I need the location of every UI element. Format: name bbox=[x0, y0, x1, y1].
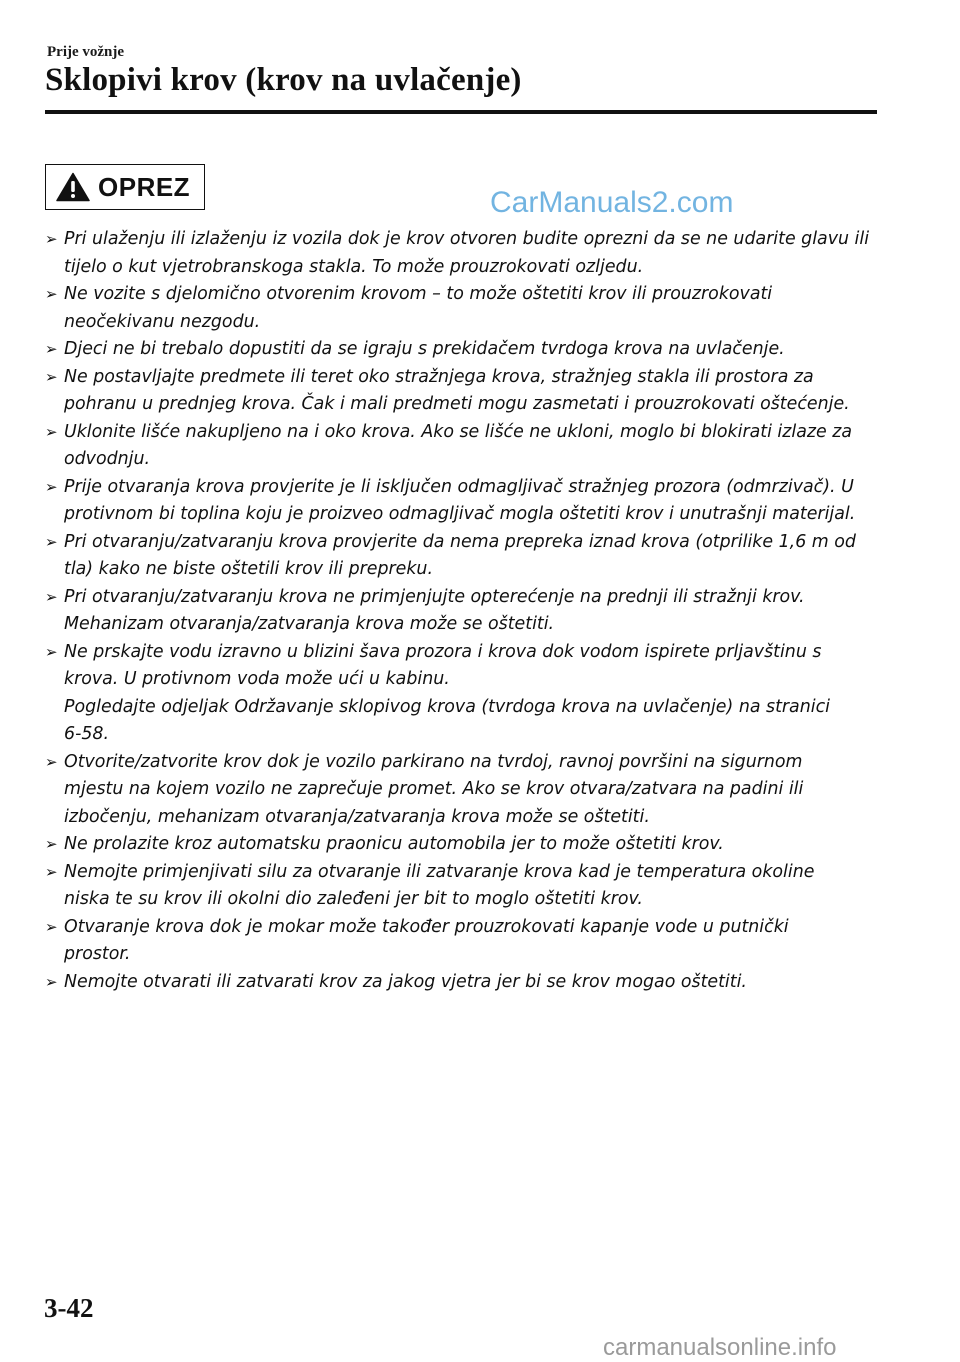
arrow-bullet-icon: ➢ bbox=[45, 835, 58, 853]
arrow-bullet-icon: ➢ bbox=[45, 587, 58, 606]
warning-item bbox=[45, 914, 880, 969]
warning-text-line: prostor. bbox=[64, 944, 131, 964]
warning-item bbox=[45, 336, 880, 364]
warning-text-line: Nemojte otvarati ili zatvarati krov za jakog vjetra jer bi se krov mogao oštetiti. bbox=[64, 971, 747, 992]
warning-triangle-icon bbox=[56, 172, 90, 202]
warning-item bbox=[45, 831, 880, 859]
section-label: Prije vožnje bbox=[47, 44, 125, 60]
warning-text-line: Otvaranje krova dok je mokar može također prouzrokovati kapanje vode u putnički bbox=[64, 916, 789, 937]
arrow-bullet-icon: ➢ bbox=[45, 477, 58, 496]
warning-text-line: izbočenju, mehanizam otvaranja/zatvaranja krova može se oštetiti. bbox=[64, 806, 650, 827]
warning-text-line: Ne postavljajte predmete ili teret oko stražnjega krova, stražnjeg stakla ili prostora za bbox=[64, 366, 814, 387]
warning-text-line: Uklonite lišće nakupljeno na i oko krova. Ako se lišće ne ukloni, moglo bi blokirati izlaze za bbox=[64, 421, 853, 442]
warning-text-line: Pri ulaženju ili izlaženju iz vozila dok je krov otvoren budite oprezni da se ne udarite glavu ili bbox=[64, 229, 870, 249]
warning-text-line: Djeci ne bi trebalo dopustiti da se igraju s prekidačem tvrdoga krova na uvlačenje. bbox=[64, 339, 785, 359]
warning-item bbox=[45, 749, 880, 832]
warning-text-line: pohranu u prednjeg krova. Čak i mali predmeti mogu zasmetati i prouzrokovati oštećenje. bbox=[64, 394, 850, 414]
arrow-bullet-icon: ➢ bbox=[45, 917, 58, 936]
warning-item bbox=[45, 364, 880, 419]
warning-text-line: krova. U protivnom voda može ući u kabinu. bbox=[64, 669, 450, 689]
warning-text-line: Ne prolazite kroz automatsku praonicu automobila jer to može oštetiti krov. bbox=[64, 834, 724, 854]
arrow-bullet-icon: ➢ bbox=[45, 367, 58, 386]
warning-text-line: Pri otvaranju/zatvaranju krova ne primjenjujte opterećenje na prednji ili stražnji krov. bbox=[64, 586, 805, 607]
warning-item bbox=[45, 584, 880, 639]
arrow-bullet-icon: ➢ bbox=[45, 862, 58, 881]
warning-item bbox=[45, 474, 880, 529]
warning-text-line: odvodnju. bbox=[64, 449, 151, 469]
warning-item bbox=[45, 226, 880, 281]
warning-item bbox=[45, 859, 880, 914]
warning-text-line: protivnom bi toplina koju je proizveo odmagljivač mogla oštetiti krov i unutrašnji materijal. bbox=[64, 504, 856, 524]
warning-item bbox=[45, 281, 880, 336]
watermark: CarManuals2.com bbox=[490, 186, 734, 219]
warning-list bbox=[45, 226, 880, 996]
page-number: 3-42 bbox=[44, 1293, 94, 1323]
warning-text-line: tijelo o kut vjetrobranskoga stakla. To može prouzrokovati ozljedu. bbox=[64, 256, 644, 277]
warning-text-line: Prije otvaranja krova provjerite je li isključen odmagljivač stražnjeg prozora (odmrzivač). U bbox=[64, 476, 854, 497]
warning-text-line: Ne prskajte vodu izravno u blizini šava prozora i krova dok vodom ispirete prljavštinu s bbox=[64, 641, 822, 662]
warning-text-line: Pogledajte odjeljak Održavanje sklopivog krova (tvrdoga krova na uvlačenje) na stranici bbox=[64, 696, 830, 717]
arrow-bullet-icon: ➢ bbox=[45, 340, 58, 358]
warning-text-line: Otvorite/zatvorite krov dok je vozilo parkirano na tvrdoj, ravnoj površini na sigurnom bbox=[64, 751, 803, 772]
warning-item bbox=[45, 639, 880, 749]
arrow-bullet-icon: ➢ bbox=[45, 230, 58, 248]
arrow-bullet-icon: ➢ bbox=[45, 752, 58, 771]
footer-watermark: carmanualsonline.info bbox=[603, 1334, 837, 1361]
warning-text-line: Nemojte primjenjivati silu za otvaranje ili zatvaranje krova kad je temperatura okoline bbox=[64, 861, 815, 882]
arrow-bullet-icon: ➢ bbox=[45, 422, 58, 441]
title-rule bbox=[45, 110, 877, 114]
warning-text-line: tla) kako ne biste oštetili krov ili prepreku. bbox=[64, 559, 433, 579]
warning-item bbox=[45, 529, 880, 584]
warning-text-line: mjestu na kojem vozilo ne zaprečuje promet. Ako se krov otvara/zatvara na padini ili bbox=[64, 779, 804, 799]
caution-box bbox=[45, 164, 205, 210]
warning-text-line: neočekivanu nezgodu. bbox=[64, 311, 261, 332]
warning-text-line: Pri otvaranju/zatvaranju krova provjerite da nema prepreka iznad krova (otprilike 1,6 m od bbox=[64, 531, 856, 552]
warning-item bbox=[45, 419, 880, 474]
warning-text-line: Ne vozite s djelomično otvorenim krovom – to može oštetiti krov ili prouzrokovati bbox=[64, 284, 773, 304]
page-title: Sklopivi krov (krov na uvlačenje) bbox=[45, 62, 522, 98]
arrow-bullet-icon: ➢ bbox=[45, 532, 58, 551]
arrow-bullet-icon: ➢ bbox=[45, 972, 58, 991]
caution-label: OPREZ bbox=[98, 171, 191, 202]
arrow-bullet-icon: ➢ bbox=[45, 285, 58, 303]
arrow-bullet-icon: ➢ bbox=[45, 642, 58, 661]
warning-text-line: niska te su krov ili okolni dio zaleđeni jer bit to moglo oštetiti krov. bbox=[64, 889, 643, 909]
warning-text-line: Mehanizam otvaranja/zatvaranja krova može se oštetiti. bbox=[64, 614, 555, 634]
warning-text-line: 6-58. bbox=[64, 724, 109, 744]
warning-item bbox=[45, 969, 880, 997]
